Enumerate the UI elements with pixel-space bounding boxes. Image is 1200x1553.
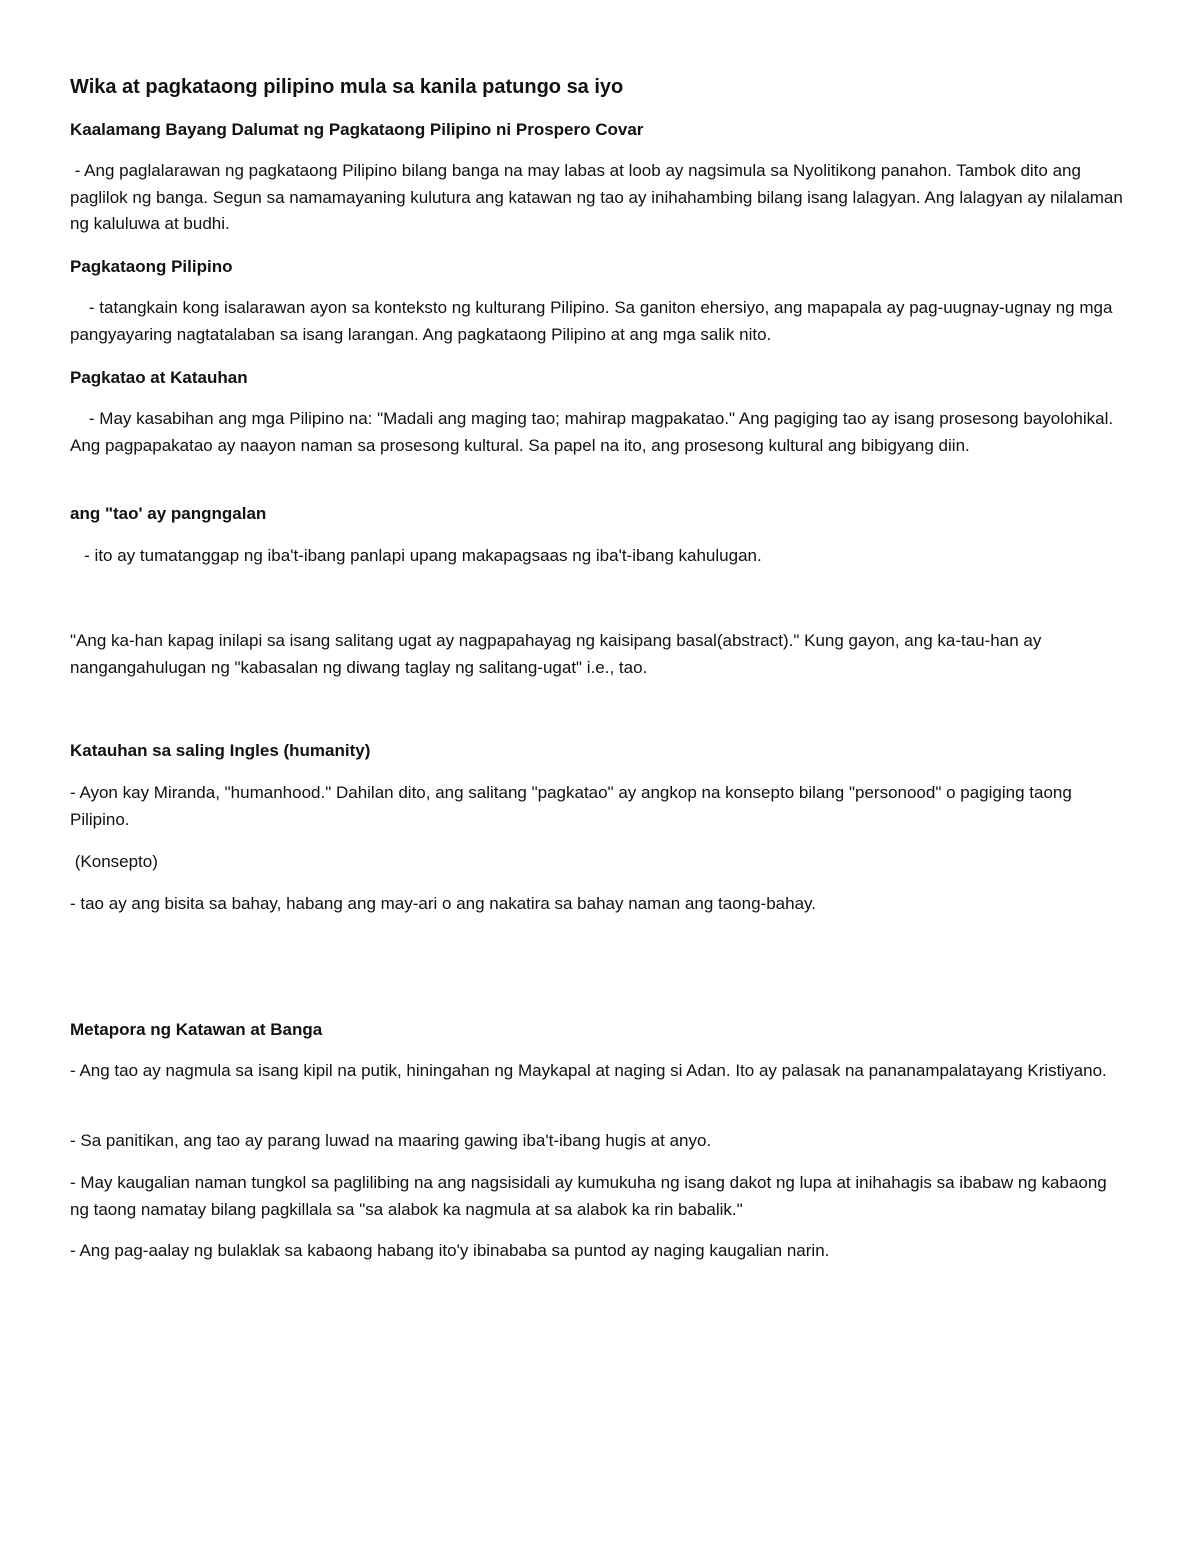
document-title: Wika at pagkataong pilipino mula sa kanila patungo sa iyo <box>70 76 624 98</box>
paragraph-miranda-humanhood: - Ayon kay Miranda, "humanhood." Dahilan dito, ang salitang "pagkatao" ay angkop na konsepto bilang "personood" o pagiging taong Pilipino. <box>70 783 1077 829</box>
paragraph-bulaklak: - Ang pag-aalay ng bulaklak sa kabaong habang ito'y ibinababa sa puntod ay naging kaugalian narin. <box>70 1241 830 1260</box>
section-heading-kaalamang-bayang: Kaalamang Bayang Dalumat ng Pagkataong Pilipino ni Prospero Covar <box>70 120 644 139</box>
paragraph-panitikan-luwad: - Sa panitikan, ang tao ay parang luwad na maaring gawing iba't-ibang hugis at anyo. <box>70 1131 712 1150</box>
paragraph-taong-bahay: - tao ay ang bisita sa bahay, habang ang may-ari o ang nakatira sa bahay naman ang taong-bahay. <box>70 894 816 913</box>
paragraph-ka-han-quote: "Ang ka-han kapag inilapi sa isang salitang ugat ay nagpapahayag ng kaisipang basal(abstract)." Kung gayon, ang ka-tau-han ay nangangahulugan ng "kabasalan ng diwang taglay ng salitang-ugat" i.e., tao. <box>70 631 1047 677</box>
paragraph-kasabihan: - May kasabihan ang mga Pilipino na: "Madali ang maging tao; mahirap magpakatao." Ang pagiging tao ay isang prosesong bayolohikal. Ang pagpapakatao ay naayon naman sa prosesong kultural. Sa papel na ito, ang prosesong kultural ang bibigyang diin. <box>70 409 1117 455</box>
paragraph-konsepto: (Konsepto) <box>70 852 158 871</box>
section-heading-metapora: Metapora ng Katawan at Banga <box>70 1020 323 1039</box>
section-heading-tao-pangngalan: ang "tao' ay pangngalan <box>70 504 267 523</box>
paragraph-panlapi: - ito ay tumatanggap ng iba't-ibang panlapi upang makapagsaas ng iba't-ibang kahulugan. <box>70 546 762 565</box>
paragraph-banga-description: - Ang paglalarawan ng pagkataong Pilipino bilang banga na may labas at loob ay nagsimula sa Nyolitikong panahon. Tambok dito ang paglilok ng banga. Segun sa namamayaning kulutura ang katawan ng tao ay inihahambing bilang isang lalagyan. Ang lalagyan ay nilalaman ng kaluluwa at budhi. <box>70 161 1128 233</box>
section-heading-katauhan-ingles: Katauhan sa saling Ingles (humanity) <box>70 741 371 760</box>
section-heading-pagkataong-pilipino: Pagkataong Pilipino <box>70 257 233 276</box>
paragraph-adan: - Ang tao ay nagmula sa isang kipil na putik, hiningahan ng Maykapal at naging si Adan. Ito ay palasak na pananampalatayang Kristiyano. <box>70 1061 1107 1080</box>
paragraph-paglilibing: - May kaugalian naman tungkol sa paglilibing na ang nagsisidali ay kumukuha ng isang dakot ng lupa at inihahagis sa ibabaw ng kabaong ng taong namatay bilang pagkillala sa "sa alabok ka nagmula at sa alabok ka rin babalik." <box>70 1173 1112 1219</box>
paragraph-kulturang-pilipino: - tatangkain kong isalarawan ayon sa konteksto ng kulturang Pilipino. Sa ganiton ehersiyo, ang mapapala ay pag-uugnay-ugnay ng mga pangyayaring nagtatalaban sa isang larangan. Ang pagkataong Pilipino at ang mga salik nito. <box>70 298 1118 344</box>
section-heading-pagkatao-at-katauhan: Pagkatao at Katauhan <box>70 368 248 387</box>
